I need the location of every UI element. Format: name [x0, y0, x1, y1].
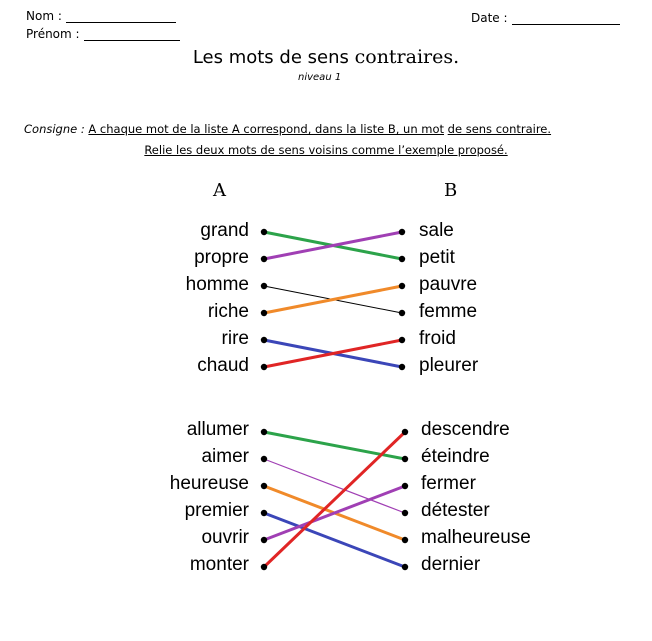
group1-word-b-0: sale	[419, 220, 454, 241]
group2-dot-b-3	[402, 510, 408, 516]
group1-word-b-4: froid	[419, 328, 456, 349]
group2-dot-b-1	[402, 456, 408, 462]
group1-word-b-1: petit	[419, 247, 455, 268]
group1-dot-b-0	[399, 229, 405, 235]
group1-word-b-5: pleurer	[419, 355, 479, 376]
group2-connection-0	[264, 432, 405, 459]
group1-dot-b-1	[399, 256, 405, 262]
consigne-text-1: A chaque mot de la liste A correspond, dans la liste B, un mot	[88, 122, 445, 136]
prenom-label: Prénom :	[26, 27, 80, 41]
group2-dot-b-2	[402, 483, 408, 489]
group2-dot-a-5	[261, 564, 267, 570]
group2-word-a-2: heureuse	[169, 473, 249, 494]
nom-label: Nom :	[26, 9, 62, 23]
group2-dot-b-0	[402, 429, 408, 435]
group1-dot-b-4	[399, 337, 405, 343]
group2-word-b-0: descendre	[421, 419, 510, 440]
group1-dot-a-3	[261, 310, 267, 316]
group2-dot-a-2	[261, 483, 267, 489]
title-part-2: contraires.	[354, 46, 460, 68]
group1-word-a-2: homme	[185, 274, 249, 295]
group2-word-a-3: premier	[184, 500, 249, 521]
group2-word-a-5: monter	[189, 554, 249, 575]
group1-dot-a-5	[261, 364, 267, 370]
group2-word-b-5: dernier	[421, 554, 481, 575]
group1-dot-a-2	[261, 283, 267, 289]
group1-word-a-1: propre	[194, 247, 249, 268]
group1-word-a-5: chaud	[197, 355, 249, 376]
consigne-text-2: de sens contraire	[447, 122, 548, 136]
group1-word-b-2: pauvre	[419, 274, 478, 295]
group2-dot-a-3	[261, 510, 267, 516]
group2-word-b-4: malheureuse	[421, 527, 531, 548]
group1-dot-b-2	[399, 283, 405, 289]
title-part-1: Les mots de sens	[192, 47, 349, 68]
group2-word-a-4: ouvrir	[201, 527, 249, 548]
date-label: Date :	[471, 11, 508, 25]
consigne-end: .	[547, 122, 552, 136]
group1-lines	[264, 232, 402, 367]
group2-dot-b-4	[402, 537, 408, 543]
group1-dot-a-4	[261, 337, 267, 343]
group2-dot-a-0	[261, 429, 267, 435]
group2-connection-5	[264, 432, 405, 567]
group1-word-a-4: rire	[221, 328, 249, 349]
group2-connection-1	[264, 459, 405, 513]
group1-word-a-3: riche	[207, 301, 249, 322]
group2-word-b-1: éteindre	[421, 446, 490, 467]
column-a-header: A	[213, 180, 226, 201]
group2-dot-b-5	[402, 564, 408, 570]
column-b-header: B	[444, 180, 458, 201]
group2-lines	[264, 432, 405, 567]
group1-word-b-3: femme	[419, 301, 478, 322]
group2-word-a-0: allumer	[186, 419, 249, 440]
group2-dot-a-1	[261, 456, 267, 462]
group2-word-b-2: fermer	[421, 473, 476, 494]
group2-word-a-1: aimer	[201, 446, 249, 467]
group2-connection-3	[264, 513, 405, 567]
level-label: niveau 1	[298, 72, 342, 83]
group2-dot-a-4	[261, 537, 267, 543]
group1-dot-b-5	[399, 364, 405, 370]
consigne-label: Consigne :	[24, 122, 85, 136]
group1-word-a-0: grand	[200, 220, 249, 241]
group1-dot-a-1	[261, 256, 267, 262]
group1-dot-b-3	[399, 310, 405, 316]
group2-word-b-3: détester	[421, 500, 490, 521]
group1-dot-a-0	[261, 229, 267, 235]
relie-instruction: Relie les deux mots de sens voisins comme l’exemple proposé.	[144, 143, 508, 157]
